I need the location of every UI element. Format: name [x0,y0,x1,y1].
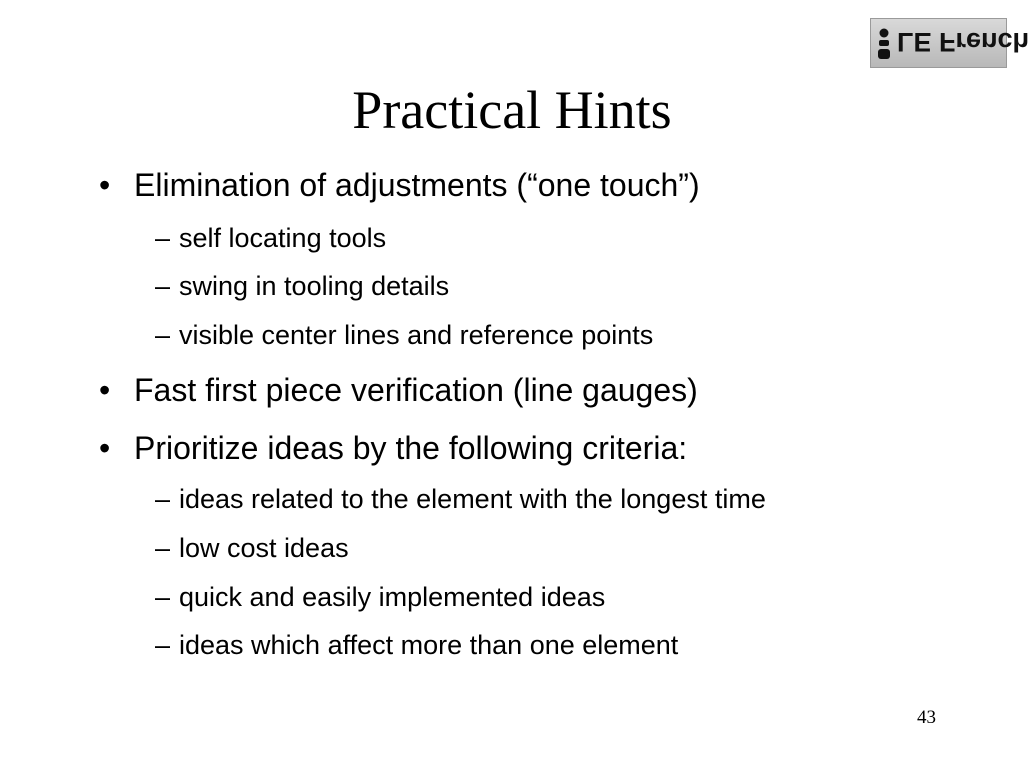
dash-marker: – [155,223,171,253]
dash-marker: – [155,630,171,660]
dash-marker: – [155,582,171,612]
dash-marker: – [155,320,171,350]
sub-bullet-text: swing in tooling details [179,271,450,301]
page-number: 43 [917,707,936,728]
dash-marker: – [155,271,171,301]
dash-marker: – [155,533,171,563]
bullet-marker: • [99,430,111,466]
sub-bullet-text: ideas related to the element with the longest time [179,484,766,514]
sub-bullet-text: self locating tools [179,223,387,253]
sub-bullet-text: ideas which affect more than one element [179,630,679,660]
sub-bullet-text: quick and easily implemented ideas [179,582,606,612]
bullet-text: Elimination of adjustments (“one touch”) [134,167,700,203]
sub-bullet-text: low cost ideas [179,533,349,563]
bullet-marker: • [99,167,111,203]
bullet-marker: • [99,372,111,408]
dash-marker: – [155,484,171,514]
slide-title: Practical Hints [352,80,672,140]
logo-text: LE French [897,27,1029,57]
sub-bullet-text: visible center lines and reference points [179,320,654,350]
bullet-text: Prioritize ideas by the following criteria: [134,430,688,466]
bullet-text: Fast first piece verification (line gauges) [134,372,698,408]
